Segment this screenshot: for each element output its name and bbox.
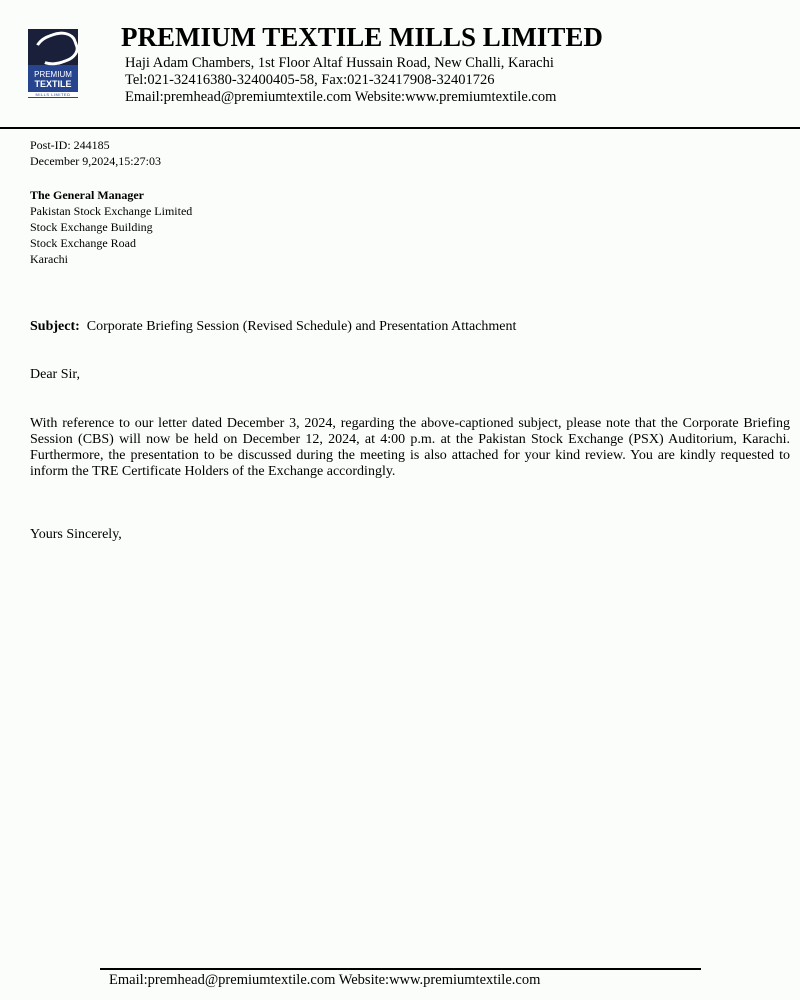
recipient-line: Stock Exchange Building	[30, 220, 153, 234]
post-datetime: December 9,2024,15:27:03	[30, 154, 161, 168]
header-divider	[0, 127, 800, 129]
logo-text-1: PREMIUM	[34, 70, 72, 79]
company-logo	[28, 29, 78, 98]
company-address: Haji Adam Chambers, 1st Floor Altaf Hussain Road, New Challi, Karachi	[125, 55, 554, 71]
footer-divider	[100, 968, 701, 970]
logo-text-2: TEXTILE	[34, 79, 72, 89]
salutation: Dear Sir,	[30, 367, 80, 382]
recipient-line: Karachi	[30, 252, 68, 266]
company-web: Email:premhead@premiumtextile.com Website:www.premiumtextile.com	[125, 89, 557, 105]
footer-contact: Email:premhead@premiumtextile.com Website:www.premiumtextile.com	[109, 972, 541, 988]
post-id: Post-ID: 244185	[30, 138, 110, 152]
letter-body: With reference to our letter dated December 3, 2024, regarding the above-captioned subject, please note that the Corporate Briefing Session (CBS) will now be held on December 12, 2024, at 4:00 p.m. at the Pakistan Stock Exchange (PSX) Auditorium, Karachi. Furthermore, the presentation to be discussed during the meeting is also attached for your kind review. You are kindly requested to inform the TRE Certificate Holders of the Exchange accordingly.	[30, 416, 790, 479]
subject-line	[30, 319, 516, 335]
recipient-line: Stock Exchange Road	[30, 236, 136, 250]
company-name: PREMIUM TEXTILE MILLS LIMITED	[121, 22, 603, 52]
recipient-title: The General Manager	[30, 188, 144, 202]
subject-text: Corporate Briefing Session (Revised Schedule) and Presentation Attachment	[86, 319, 517, 334]
subject-label: Subject:	[30, 319, 80, 334]
recipient-line: Pakistan Stock Exchange Limited	[30, 204, 193, 218]
company-phone: Tel:021-32416380-32400405-58, Fax:021-32417908-32401726	[125, 72, 495, 88]
logo-text-3: MILLS LIMITED	[28, 92, 78, 97]
closing: Yours Sincerely,	[30, 527, 122, 542]
